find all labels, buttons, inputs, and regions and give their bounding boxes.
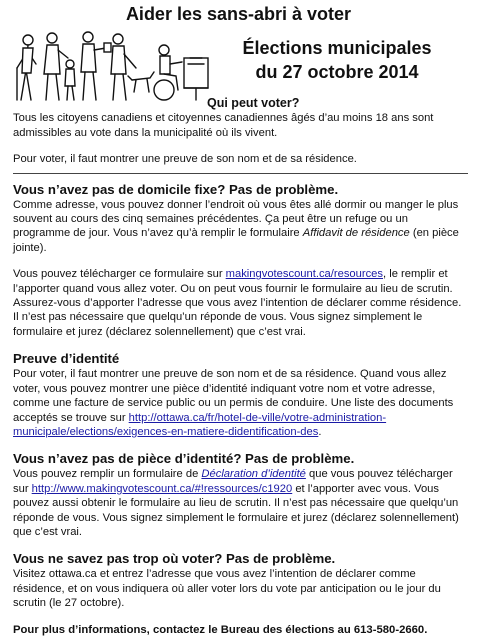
no-id-text-end: et l’apporter avec vous. Vous pouvez aussi obtenir le formulaire au lieu de scrutin. Il n’est pas nécessaire que quelqu’un réponde de vous. Vous signez simplement le formulaire et jurez (déclarez solennellement) que c’est vrai. (13, 482, 459, 538)
ottawa-id-requirements-link[interactable]: http://ottawa.ca/fr/hotel-de-ville/votre-administration-municipale/elections/exigences-en-matiere-didentification-des (13, 411, 387, 438)
id-proof-heading: Preuve d’identité (13, 351, 120, 367)
where-to-vote-text: Visitez ottawa.ca et entrez l’adresse que vous avez l’intention de déclarer comme résidence, et on vous indiquera où aller voter lors du vote par anticipation ou le jour du scrutin (le 27 octobre). (13, 568, 441, 610)
document-body (13, 96, 468, 637)
divider (13, 173, 468, 174)
where-to-vote-heading: Vous ne savez pas trop où voter? Pas de problème. (13, 551, 336, 567)
no-address-text: Comme adresse, vous pouvez donner l’endroit où vous êtes allé dormir ou manger le plus souvent au cours des cinq semaines précédentes. Ça peut être un refuge ou un programme de jour. Vous n’avez qu’à remplir le formulaire (13, 198, 459, 240)
no-address-heading: Vous n’avez pas de domicile fixe? Pas de problème. (13, 181, 339, 197)
no-id-paragraph (13, 467, 468, 539)
affidavit-form-name: Affidavit de résidence (302, 227, 410, 240)
proof-text: Pour voter, il faut montrer une preuve de son nom et de sa résidence. (13, 153, 357, 166)
election-type: Élections municipales (242, 38, 432, 58)
no-id-text: Vous pouvez remplir un formulaire de (13, 468, 202, 481)
id-proof-text-end: . (318, 425, 322, 438)
download-text-end: , le remplir et l’apporter quand vous allez voter. Ou on peut vous fournir le formulaire au lieu de scrutin. Assurez-vous d’apporter l’adresse que vous avez l’intention de déclarer comme résidence. Il n’est pas nécessaire que quelqu’un réponde de vous. Vous signez simplement le formulaire et jurez (déclarez solennellement) que c’est vrai. (13, 268, 462, 338)
id-proof-paragraph (13, 367, 468, 439)
no-address-paragraph-1 (13, 198, 468, 256)
id-proof-text: Pour voter, il faut montrer une preuve de son nom et de sa résidence. Quand vous allez voter, vous pouvez montrer une pièce d’identité indiquant votre nom et votre adresse, comme une facture de service public ou un permis de conduire. Une liste des documents acceptés se trouve sur (13, 368, 454, 424)
voters-line-illustration (14, 28, 212, 103)
makingvotescount-resources-link[interactable]: makingvotescount.ca/resources (225, 268, 383, 281)
who-can-vote-heading: Qui peut voter? (207, 96, 300, 110)
no-id-heading: Vous n’avez pas de pièce d’identité? Pas de problème. (13, 451, 355, 467)
election-heading (222, 36, 452, 84)
no-id-text-mid: que vous pouvez télécharger sur (13, 468, 453, 495)
identity-declaration-form-link[interactable]: Déclaration d’identité (201, 468, 306, 481)
no-address-paragraph-2 (13, 267, 468, 339)
who-can-vote-text: Tous les citoyens canadiens et citoyennes canadiennes âgés d’au moins 18 ans sont admissibles au vote dans la municipalité où ils vivent. (13, 112, 434, 139)
contact-footer: Pour plus d’informations, contactez le Bureau des élections au 613-580-2660. (13, 623, 428, 636)
download-text: Vous pouvez télécharger ce formulaire sur (13, 268, 226, 281)
page-title: Aider les sans-abri à voter (125, 4, 352, 24)
no-address-text-end: (en pièce jointe). (13, 227, 459, 254)
makingvotescount-form-link[interactable]: http://www.makingvotescount.ca/#!ressources/c1920 (31, 482, 293, 495)
election-date: du 27 octobre 2014 (255, 62, 419, 82)
